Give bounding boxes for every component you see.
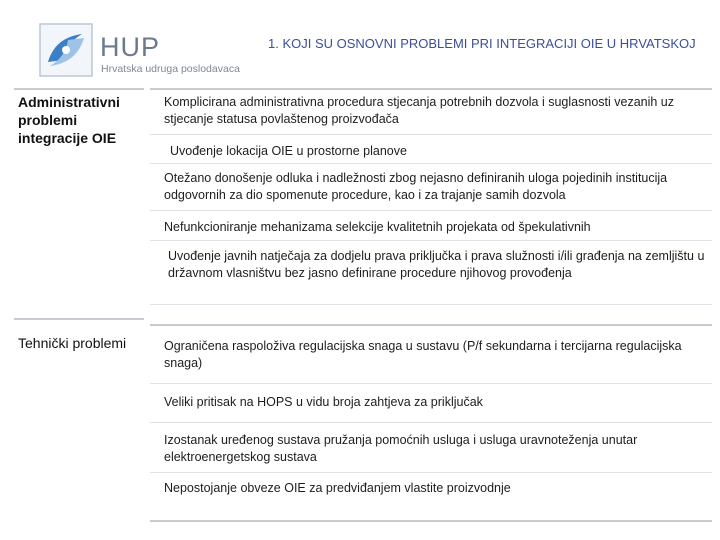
logo-title: HUP (100, 32, 161, 62)
section-divider (14, 318, 144, 320)
problem-item: Veliki pritisak na HOPS u vidu broja zahtjeva za priključak (164, 395, 483, 409)
problem-item: Otežano donošenje odluka i nadležnosti zbog nejasno definiranih uloga pojedinih institucija odgovornih za dio spomenute procedure, kao i za trajanje samih dozvola (164, 171, 668, 202)
hup-logo (38, 22, 258, 78)
row-divider (150, 210, 712, 211)
problem-item: Komplicirana administrativna procedura stjecanja potrebnih dozvola i suglasnosti vezanih uz stjecanje statusa povlaštenog proizvođača (164, 95, 675, 126)
row-divider (150, 472, 712, 473)
row-divider (150, 383, 712, 384)
problem-item: Uvođenje javnih natječaja za dodjelu prava priključka i prava služnosti i/ili građenja na zemljištu u državnom vlasništvu bez jasno definirane procedure njihovog provođenja (168, 249, 705, 280)
problem-item: Izostanak uređenog sustava pružanja pomoćnih usluga i usluga uravnoteženja unutar elektroenergetskog sustava (164, 433, 638, 464)
slide-title: 1. KOJI SU OSNOVNI PROBLEMI PRI INTEGRACIJI OIE U HRVATSKOJ (268, 36, 696, 51)
problem-item: Nefunkcioniranje mehanizama selekcije kvalitetnih projekata od špekulativnih (164, 220, 591, 234)
row-divider (150, 134, 712, 135)
logo-subtitle: Hrvatska udruga poslodavaca (101, 63, 240, 75)
row-divider (150, 240, 712, 241)
hup-logo-mark-icon (38, 22, 94, 78)
section-label-tehnicki: Tehnički problemi (18, 335, 127, 351)
row-divider (150, 88, 712, 90)
row-divider (150, 324, 712, 326)
row-divider (150, 163, 712, 164)
section-label-administrativni: Administrativni problemi integracije OIE (18, 94, 120, 146)
problem-item: Uvođenje lokacija OIE u prostorne planove (170, 144, 407, 158)
row-divider (150, 422, 712, 423)
problem-item: Ograničena raspoloživa regulacijska snaga u sustavu (P/f sekundarna i tercijarna regulacijska snaga) (164, 339, 682, 370)
row-divider (150, 520, 712, 522)
row-divider (150, 304, 712, 305)
problem-item: Nepostojanje obveze OIE za predviđanjem vlastite proizvodnje (164, 481, 511, 495)
section-divider (14, 88, 144, 90)
